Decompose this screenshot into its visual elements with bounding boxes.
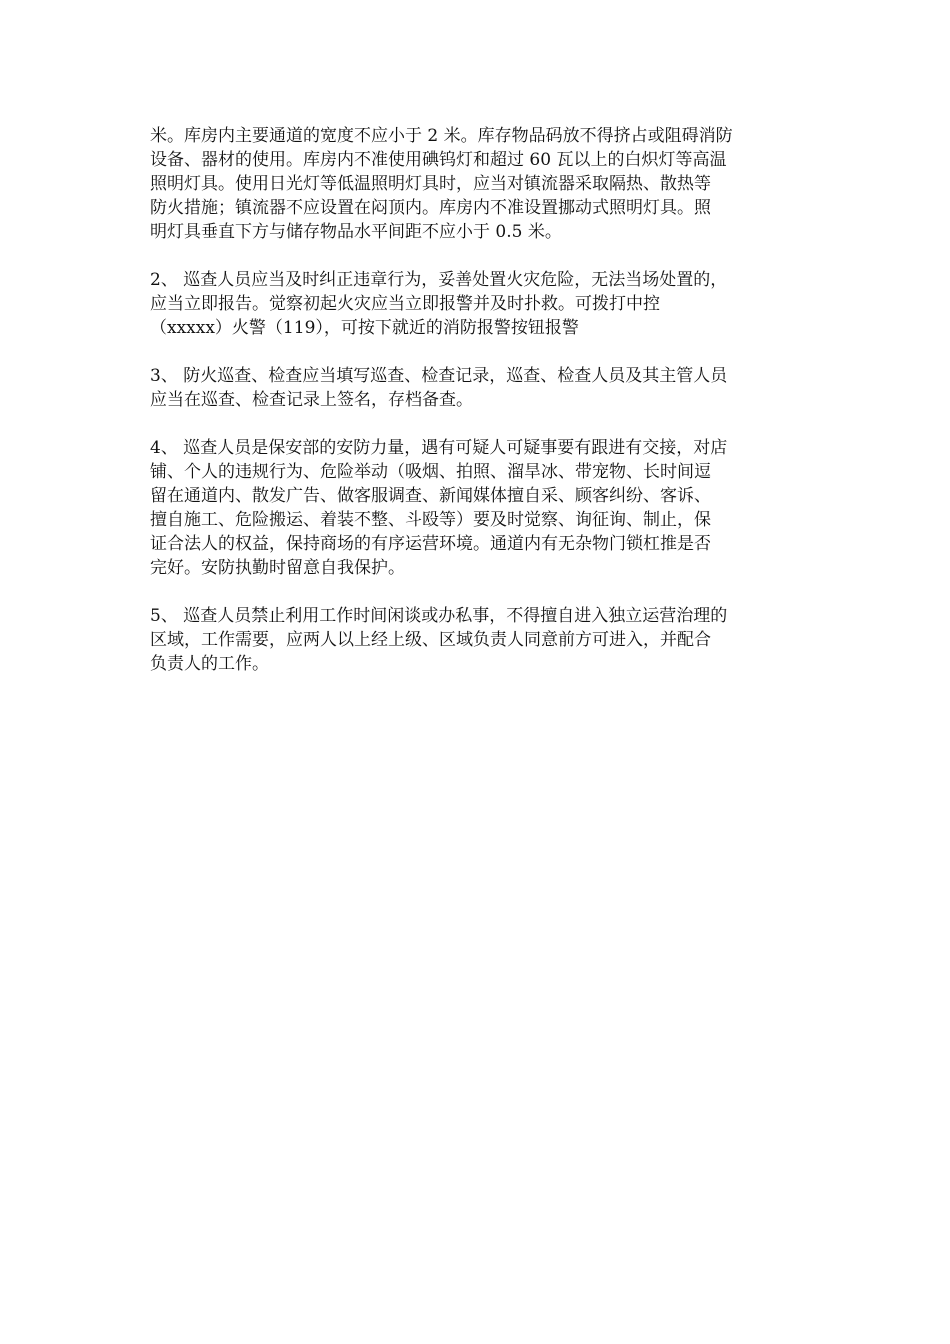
text-line: 照明灯具。使用日光灯等低温照明灯具时，应当对镇流器采取隔热、散热等 xyxy=(150,174,711,194)
text-line: 3、 防火巡查、检查应当填写巡查、检查记录，巡查、检查人员及其主管人员 xyxy=(150,366,728,386)
paragraph-item-4 xyxy=(150,436,810,580)
text-line: 4、 巡查人员是保安部的安防力量，遇有可疑人可疑事要有跟进有交接，对店 xyxy=(150,438,728,458)
text-line: 应当在巡查、检查记录上签名，存档备查。 xyxy=(150,390,473,410)
text-line: 铺、个人的违规行为、危险举动（吸烟、拍照、溜旱冰、带宠物、长时间逗 xyxy=(150,462,711,482)
text-line: 应当立即报告。觉察初起火灾应当立即报警并及时扑救。可拨打中控 xyxy=(150,294,660,314)
paragraph-item-3 xyxy=(150,364,810,412)
text-line: 防火措施；镇流器不应设置在闷顶内。库房内不准设置挪动式照明灯具。照 xyxy=(150,198,711,218)
text-line: （xxxxx）火警（119），可按下就近的消防报警按钮报警 xyxy=(150,318,579,338)
text-line: 5、 巡查人员禁止利用工作时间闲谈或办私事，不得擅自进入独立运营治理的 xyxy=(150,606,728,626)
text-line: 2、 巡查人员应当及时纠正违章行为，妥善处置火灾危险，无法当场处置的， xyxy=(150,270,728,290)
text-line: 负责人的工作。 xyxy=(150,654,269,674)
paragraph-storage-lighting xyxy=(150,124,810,244)
paragraph-item-2 xyxy=(150,268,810,340)
text-line: 区域，工作需要，应两人以上经上级、区域负责人同意前方可进入，并配合 xyxy=(150,630,711,650)
text-line: 留在通道内、散发广告、做客服调查、新闻媒体擅自采、顾客纠纷、客诉、 xyxy=(150,486,711,506)
text-line: 设备、器材的使用。库房内不准使用碘钨灯和超过 60 瓦以上的白炽灯等高温 xyxy=(150,150,727,170)
document-body xyxy=(150,124,810,700)
text-line: 证合法人的权益，保持商场的有序运营环境。通道内有无杂物门锁杠推是否 xyxy=(150,534,711,554)
text-line: 米。库房内主要通道的宽度不应小于 2 米。库存物品码放不得挤占或阻碍消防 xyxy=(150,126,733,146)
text-line: 完好。安防执勤时留意自我保护。 xyxy=(150,558,405,578)
text-line: 擅自施工、危险搬运、着装不整、斗殴等）要及时觉察、询征询、制止，保 xyxy=(150,510,711,530)
paragraph-item-5 xyxy=(150,604,810,676)
text-line: 明灯具垂直下方与储存物品水平间距不应小于 0.5 米。 xyxy=(150,222,562,242)
